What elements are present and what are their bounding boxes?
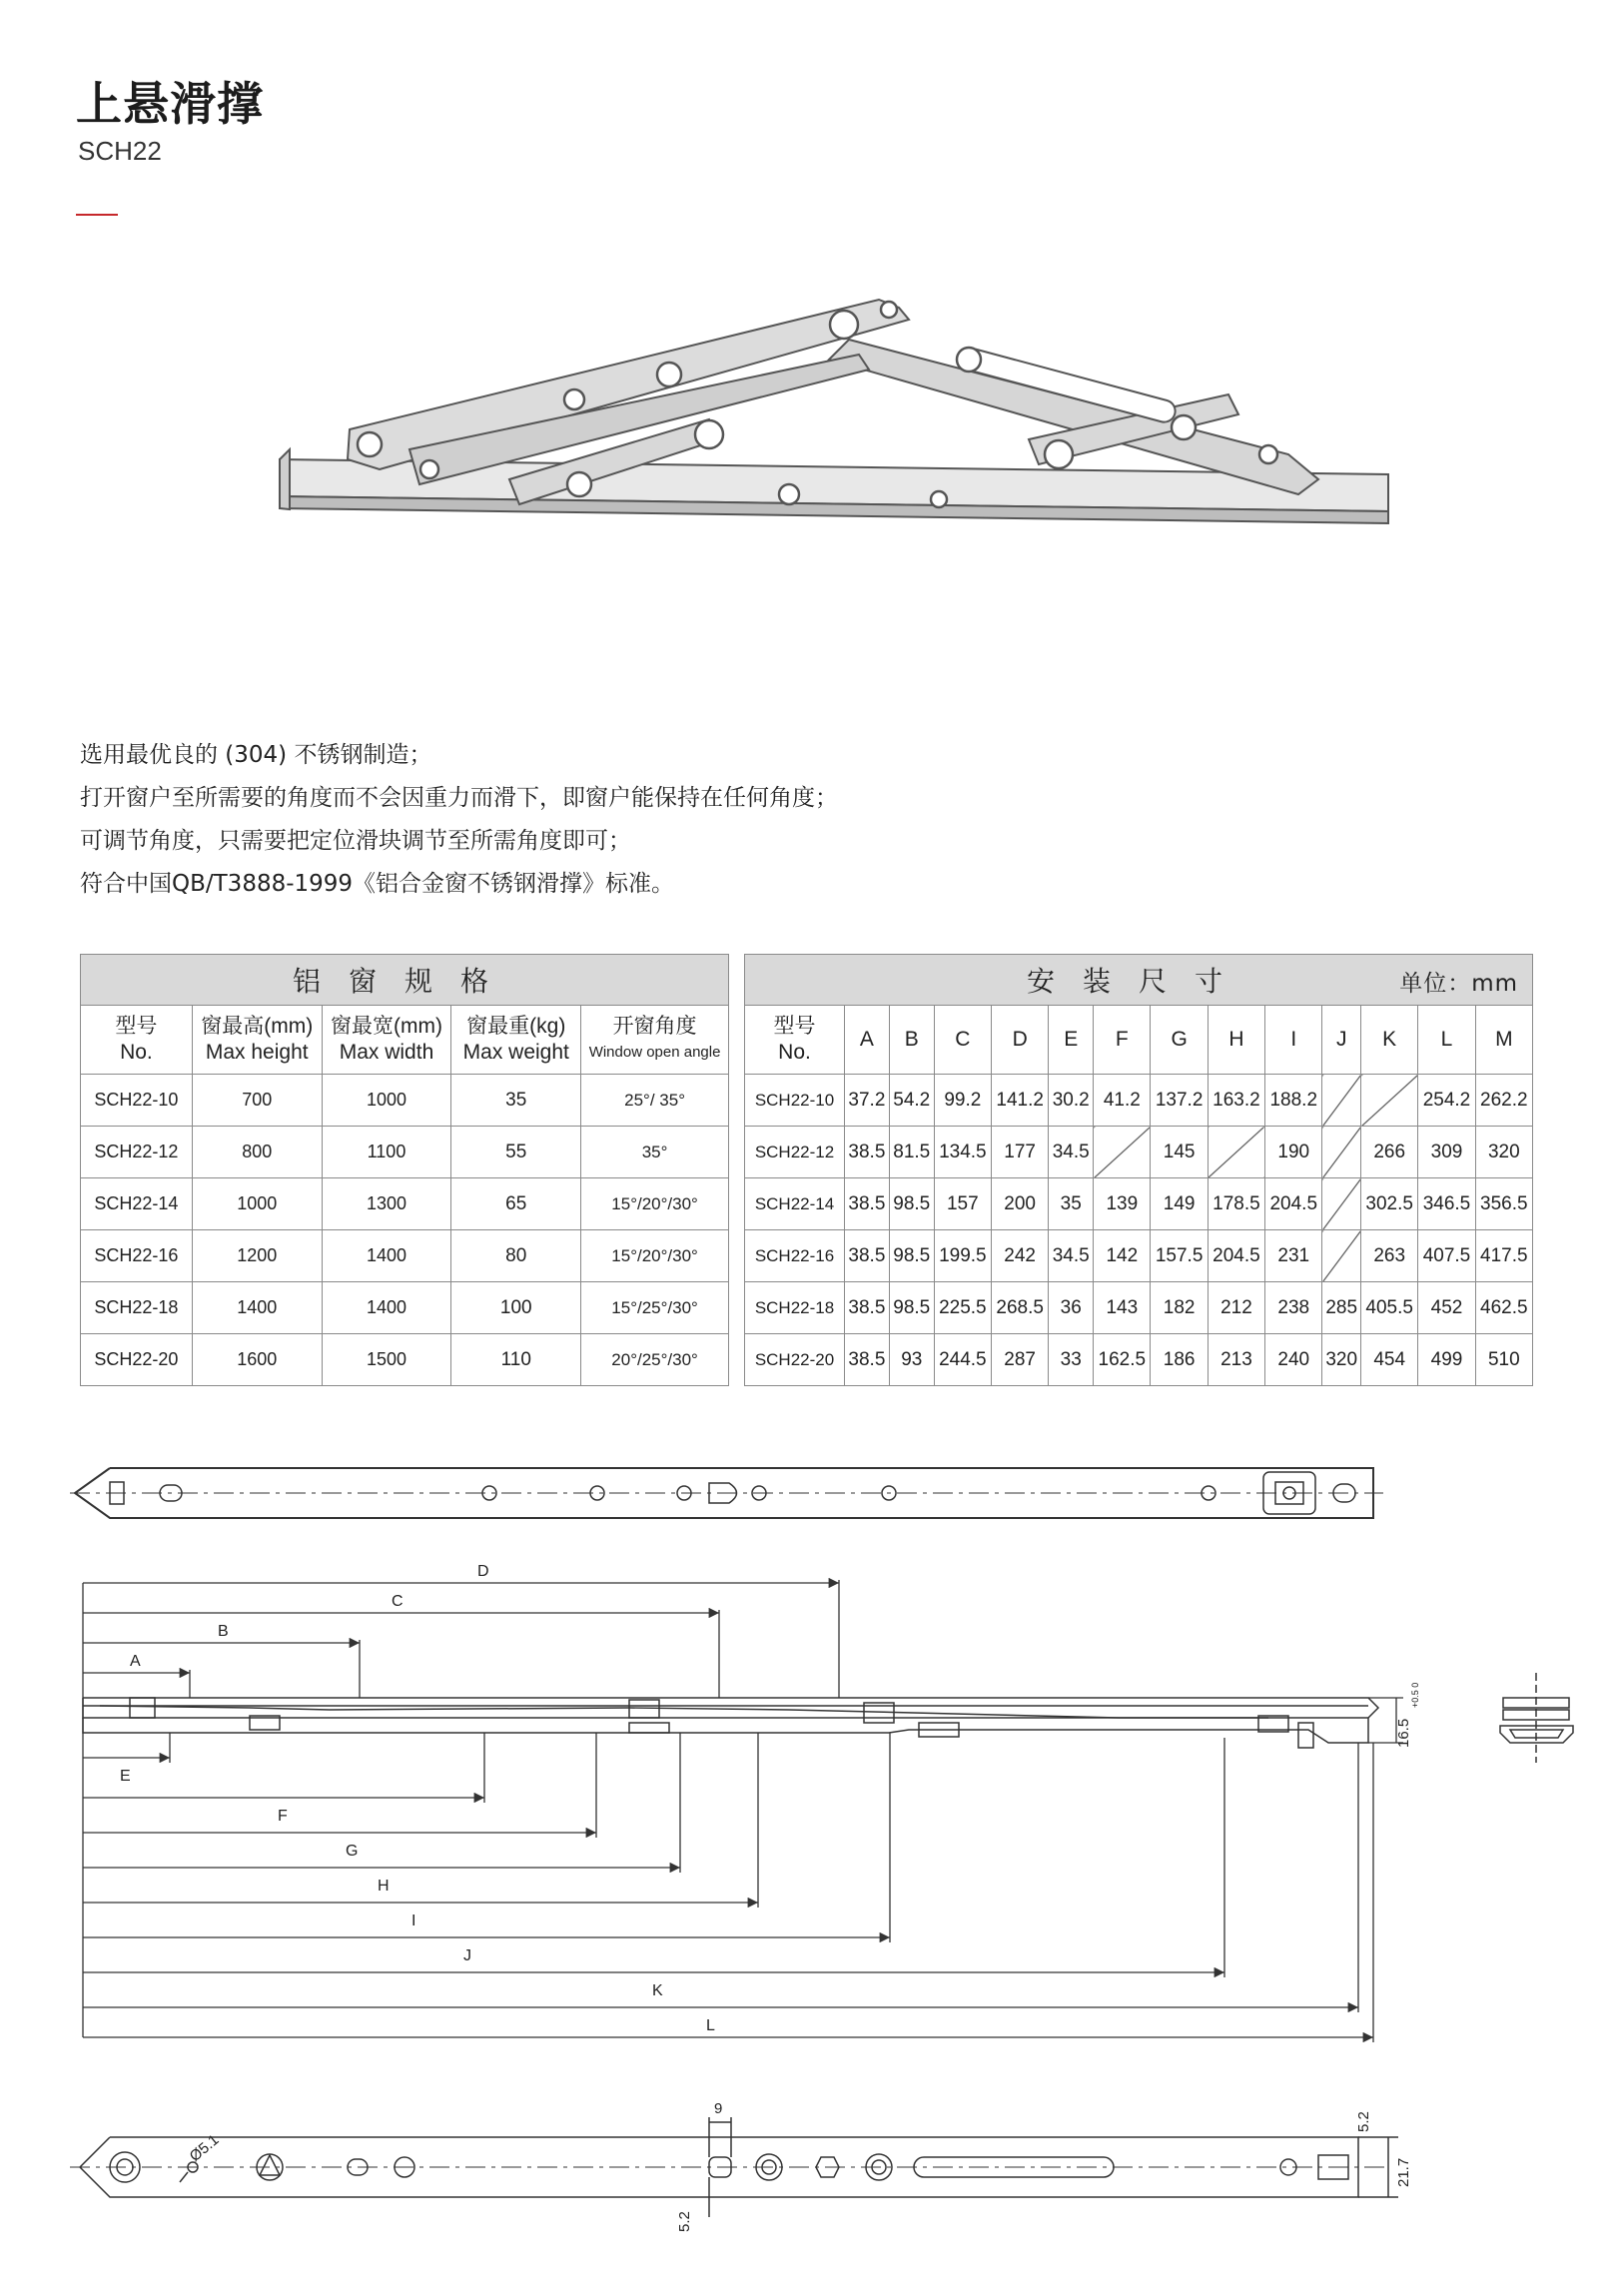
spec-cell: SCH22-14 bbox=[81, 1178, 193, 1230]
install-column-header: C bbox=[934, 1006, 991, 1075]
feature-line: 符合中国QB/T3888-1999《铝合金窗不锈钢滑撑》标准。 bbox=[80, 871, 675, 897]
install-cell: 320 bbox=[1322, 1334, 1361, 1386]
spec-cell: 700 bbox=[192, 1075, 322, 1127]
install-cell: 30.2 bbox=[1049, 1075, 1094, 1127]
dim-label-d: D bbox=[477, 1563, 489, 1580]
install-cell: 38.5 bbox=[845, 1127, 890, 1178]
install-cell: 145 bbox=[1151, 1127, 1208, 1178]
install-cell: 356.5 bbox=[1475, 1178, 1532, 1230]
feature-line: 选用最优良的 (304) 不锈钢制造； bbox=[80, 742, 432, 768]
spec-cell: 1000 bbox=[192, 1178, 322, 1230]
install-cell: 34.5 bbox=[1049, 1230, 1094, 1282]
install-cell: 134.5 bbox=[934, 1127, 991, 1178]
install-cell: 212 bbox=[1208, 1282, 1264, 1334]
install-cell-empty bbox=[1322, 1230, 1361, 1282]
install-cell: 225.5 bbox=[934, 1282, 991, 1334]
install-cell: 346.5 bbox=[1418, 1178, 1475, 1230]
spec-cell: 35° bbox=[581, 1127, 729, 1178]
spec-cell: 35 bbox=[451, 1075, 581, 1127]
spec-cell: 1200 bbox=[192, 1230, 322, 1282]
install-cell: 38.5 bbox=[845, 1178, 890, 1230]
install-cell: 139 bbox=[1094, 1178, 1151, 1230]
install-cell-empty bbox=[1322, 1178, 1361, 1230]
spec-cell: 65 bbox=[451, 1178, 581, 1230]
dim-hole-diameter: Ø5.1 bbox=[186, 2131, 223, 2166]
install-column-header: K bbox=[1361, 1006, 1418, 1075]
install-column-header: D bbox=[992, 1006, 1049, 1075]
spec-cell: 15°/20°/30° bbox=[581, 1178, 729, 1230]
install-cell: 41.2 bbox=[1094, 1075, 1151, 1127]
install-cell: 452 bbox=[1418, 1282, 1475, 1334]
install-cell: SCH22-14 bbox=[745, 1178, 845, 1230]
spec-cell: SCH22-18 bbox=[81, 1282, 193, 1334]
install-cell: 141.2 bbox=[992, 1075, 1049, 1127]
install-cell: 204.5 bbox=[1208, 1230, 1264, 1282]
install-cell: 231 bbox=[1265, 1230, 1322, 1282]
unit-label: 单位：mm bbox=[1399, 971, 1518, 997]
install-cell: 142 bbox=[1094, 1230, 1151, 1282]
install-table-wrapper bbox=[744, 954, 1533, 1386]
install-cell: 213 bbox=[1208, 1334, 1264, 1386]
install-cell: 137.2 bbox=[1151, 1075, 1208, 1127]
install-column-header: H bbox=[1208, 1006, 1264, 1075]
dim-label-c: C bbox=[392, 1593, 403, 1610]
dim-right-top: 5.2 bbox=[1355, 2111, 1372, 2132]
install-cell: 99.2 bbox=[934, 1075, 991, 1127]
install-cell: 262.2 bbox=[1475, 1075, 1532, 1127]
install-cell: SCH22-10 bbox=[745, 1075, 845, 1127]
install-cell: 143 bbox=[1094, 1282, 1151, 1334]
spec-column-header: 窗最重(kg) Max weight bbox=[451, 1006, 581, 1075]
install-cell: 182 bbox=[1151, 1282, 1208, 1334]
spec-column-header: 窗最宽(mm) Max width bbox=[322, 1006, 451, 1075]
feature-line: 打开窗户至所需要的角度而不会因重力而滑下，即窗户能保持在任何角度； bbox=[80, 785, 838, 811]
install-cell: 157.5 bbox=[1151, 1230, 1208, 1282]
spec-cell: 15°/20°/30° bbox=[581, 1230, 729, 1282]
install-table-row bbox=[745, 1230, 1533, 1282]
spec-cell: 100 bbox=[451, 1282, 581, 1334]
spec-cell: 1400 bbox=[192, 1282, 322, 1334]
install-cell: SCH22-16 bbox=[745, 1230, 845, 1282]
spec-cell: 20°/25°/30° bbox=[581, 1334, 729, 1386]
dim-side-tolerance: +0.5 0 bbox=[1410, 1682, 1420, 1708]
install-cell: 287 bbox=[992, 1334, 1049, 1386]
install-cell: 93 bbox=[889, 1334, 934, 1386]
install-cell: 186 bbox=[1151, 1334, 1208, 1386]
spec-table-title: 铝窗规格 bbox=[81, 955, 729, 1006]
dim-slot-width: 9 bbox=[714, 2100, 723, 2117]
install-table-row bbox=[745, 1075, 1533, 1127]
dim-side-height: 16.5 bbox=[1395, 1718, 1412, 1748]
install-cell: 407.5 bbox=[1418, 1230, 1475, 1282]
install-cell: 98.5 bbox=[889, 1230, 934, 1282]
install-cell: 162.5 bbox=[1094, 1334, 1151, 1386]
install-dimension-table bbox=[744, 954, 1533, 1386]
install-cell-empty bbox=[1322, 1075, 1361, 1127]
spec-table-row bbox=[81, 1230, 729, 1282]
install-cell: 188.2 bbox=[1265, 1075, 1322, 1127]
install-cell: 285 bbox=[1322, 1282, 1361, 1334]
spec-table-row bbox=[81, 1075, 729, 1127]
dim-label-k: K bbox=[652, 1982, 663, 1999]
spec-cell: 1400 bbox=[322, 1230, 451, 1282]
spec-cell: 110 bbox=[451, 1334, 581, 1386]
install-cell: 268.5 bbox=[992, 1282, 1049, 1334]
page-title: 上悬滑撑 bbox=[76, 77, 264, 131]
install-cell: 238 bbox=[1265, 1282, 1322, 1334]
dim-arm-height: 21.7 bbox=[1395, 2157, 1412, 2187]
dim-label-i: I bbox=[411, 1913, 416, 1929]
install-cell: 499 bbox=[1418, 1334, 1475, 1386]
install-cell: 54.2 bbox=[889, 1075, 934, 1127]
install-column-header: G bbox=[1151, 1006, 1208, 1075]
install-cell: 149 bbox=[1151, 1178, 1208, 1230]
install-cell: 244.5 bbox=[934, 1334, 991, 1386]
install-cell: 190 bbox=[1265, 1127, 1322, 1178]
install-cell: 36 bbox=[1049, 1282, 1094, 1334]
spec-cell: 800 bbox=[192, 1127, 322, 1178]
install-cell: 37.2 bbox=[845, 1075, 890, 1127]
install-column-header: 型号 No. bbox=[745, 1006, 845, 1075]
install-cell-empty bbox=[1361, 1075, 1418, 1127]
install-cell: 200 bbox=[992, 1178, 1049, 1230]
dim-label-f: F bbox=[278, 1808, 288, 1825]
dimension-side-view-drawing bbox=[70, 1558, 1588, 2047]
dim-label-l: L bbox=[706, 2017, 715, 2034]
install-cell: 178.5 bbox=[1208, 1178, 1264, 1230]
spec-cell: 15°/25°/30° bbox=[581, 1282, 729, 1334]
dim-label-a: A bbox=[130, 1653, 141, 1670]
install-cell: 405.5 bbox=[1361, 1282, 1418, 1334]
spec-table-row bbox=[81, 1334, 729, 1386]
friction-stay-illustration bbox=[270, 280, 1408, 549]
install-column-header: M bbox=[1475, 1006, 1532, 1075]
spec-column-header: 开窗角度 Window open angle bbox=[581, 1006, 729, 1075]
install-cell: 98.5 bbox=[889, 1178, 934, 1230]
install-table-row bbox=[745, 1178, 1533, 1230]
dim-label-g: G bbox=[346, 1843, 359, 1860]
install-cell: 33 bbox=[1049, 1334, 1094, 1386]
install-cell: 320 bbox=[1475, 1127, 1532, 1178]
install-cell: 417.5 bbox=[1475, 1230, 1532, 1282]
spec-cell: 1400 bbox=[322, 1282, 451, 1334]
install-column-header: B bbox=[889, 1006, 934, 1075]
install-cell: SCH22-20 bbox=[745, 1334, 845, 1386]
dim-label-h: H bbox=[378, 1878, 390, 1895]
install-table-row bbox=[745, 1282, 1533, 1334]
dim-label-j: J bbox=[463, 1947, 471, 1964]
install-cell: 240 bbox=[1265, 1334, 1322, 1386]
spec-column-header: 型号 No. bbox=[81, 1006, 193, 1075]
spec-cell: 1600 bbox=[192, 1334, 322, 1386]
install-cell: 38.5 bbox=[845, 1230, 890, 1282]
install-table-title: 安装尺寸 bbox=[1026, 965, 1250, 998]
install-cell: 510 bbox=[1475, 1334, 1532, 1386]
spec-table-row bbox=[81, 1178, 729, 1230]
install-column-header: I bbox=[1265, 1006, 1322, 1075]
track-top-view-drawing bbox=[70, 1458, 1388, 1538]
install-column-header: L bbox=[1418, 1006, 1475, 1075]
install-cell: 302.5 bbox=[1361, 1178, 1418, 1230]
install-column-header: J bbox=[1322, 1006, 1361, 1075]
install-cell: 242 bbox=[992, 1230, 1049, 1282]
install-cell: 454 bbox=[1361, 1334, 1418, 1386]
feature-line: 可调节角度，只需要把定位滑块调节至所需角度即可； bbox=[80, 828, 631, 854]
install-cell: 254.2 bbox=[1418, 1075, 1475, 1127]
spec-table-row bbox=[81, 1127, 729, 1178]
install-cell: 177 bbox=[992, 1127, 1049, 1178]
spec-cell: 25°/ 35° bbox=[581, 1075, 729, 1127]
install-cell: 263 bbox=[1361, 1230, 1418, 1282]
install-cell: 462.5 bbox=[1475, 1282, 1532, 1334]
install-cell: 38.5 bbox=[845, 1334, 890, 1386]
window-spec-table bbox=[80, 954, 729, 1386]
dim-label-e: E bbox=[120, 1768, 131, 1785]
install-table-row bbox=[745, 1127, 1533, 1178]
accent-divider bbox=[76, 214, 118, 216]
spec-cell: SCH22-20 bbox=[81, 1334, 193, 1386]
spec-table-row bbox=[81, 1282, 729, 1334]
install-cell: 157 bbox=[934, 1178, 991, 1230]
install-cell: 35 bbox=[1049, 1178, 1094, 1230]
install-cell: SCH22-18 bbox=[745, 1282, 845, 1334]
dim-label-b: B bbox=[218, 1623, 229, 1640]
spec-cell: SCH22-12 bbox=[81, 1127, 193, 1178]
spec-cell: 1500 bbox=[322, 1334, 451, 1386]
install-cell: 163.2 bbox=[1208, 1075, 1264, 1127]
spec-cell: 80 bbox=[451, 1230, 581, 1282]
spec-cell: SCH22-10 bbox=[81, 1075, 193, 1127]
model-number: SCH22 bbox=[78, 136, 162, 166]
install-cell: 266 bbox=[1361, 1127, 1418, 1178]
install-cell: 199.5 bbox=[934, 1230, 991, 1282]
install-cell-empty bbox=[1094, 1127, 1151, 1178]
spec-column-header: 窗最高(mm) Max height bbox=[192, 1006, 322, 1075]
arm-bottom-view-drawing bbox=[70, 2087, 1428, 2247]
install-cell-empty bbox=[1322, 1127, 1361, 1178]
spec-cell: 1000 bbox=[322, 1075, 451, 1127]
spec-cell: 1300 bbox=[322, 1178, 451, 1230]
install-cell: 204.5 bbox=[1265, 1178, 1322, 1230]
install-column-header: F bbox=[1094, 1006, 1151, 1075]
install-cell: 38.5 bbox=[845, 1282, 890, 1334]
install-cell: 81.5 bbox=[889, 1127, 934, 1178]
install-cell: 98.5 bbox=[889, 1282, 934, 1334]
spec-cell: SCH22-16 bbox=[81, 1230, 193, 1282]
install-cell-empty bbox=[1208, 1127, 1264, 1178]
feature-description bbox=[80, 734, 838, 906]
spec-cell: 55 bbox=[451, 1127, 581, 1178]
install-cell: 309 bbox=[1418, 1127, 1475, 1178]
dim-slot-offset: 5.2 bbox=[676, 2211, 693, 2232]
install-cell: SCH22-12 bbox=[745, 1127, 845, 1178]
install-table-row bbox=[745, 1334, 1533, 1386]
install-cell: 34.5 bbox=[1049, 1127, 1094, 1178]
spec-cell: 1100 bbox=[322, 1127, 451, 1178]
install-column-header: E bbox=[1049, 1006, 1094, 1075]
install-column-header: A bbox=[845, 1006, 890, 1075]
